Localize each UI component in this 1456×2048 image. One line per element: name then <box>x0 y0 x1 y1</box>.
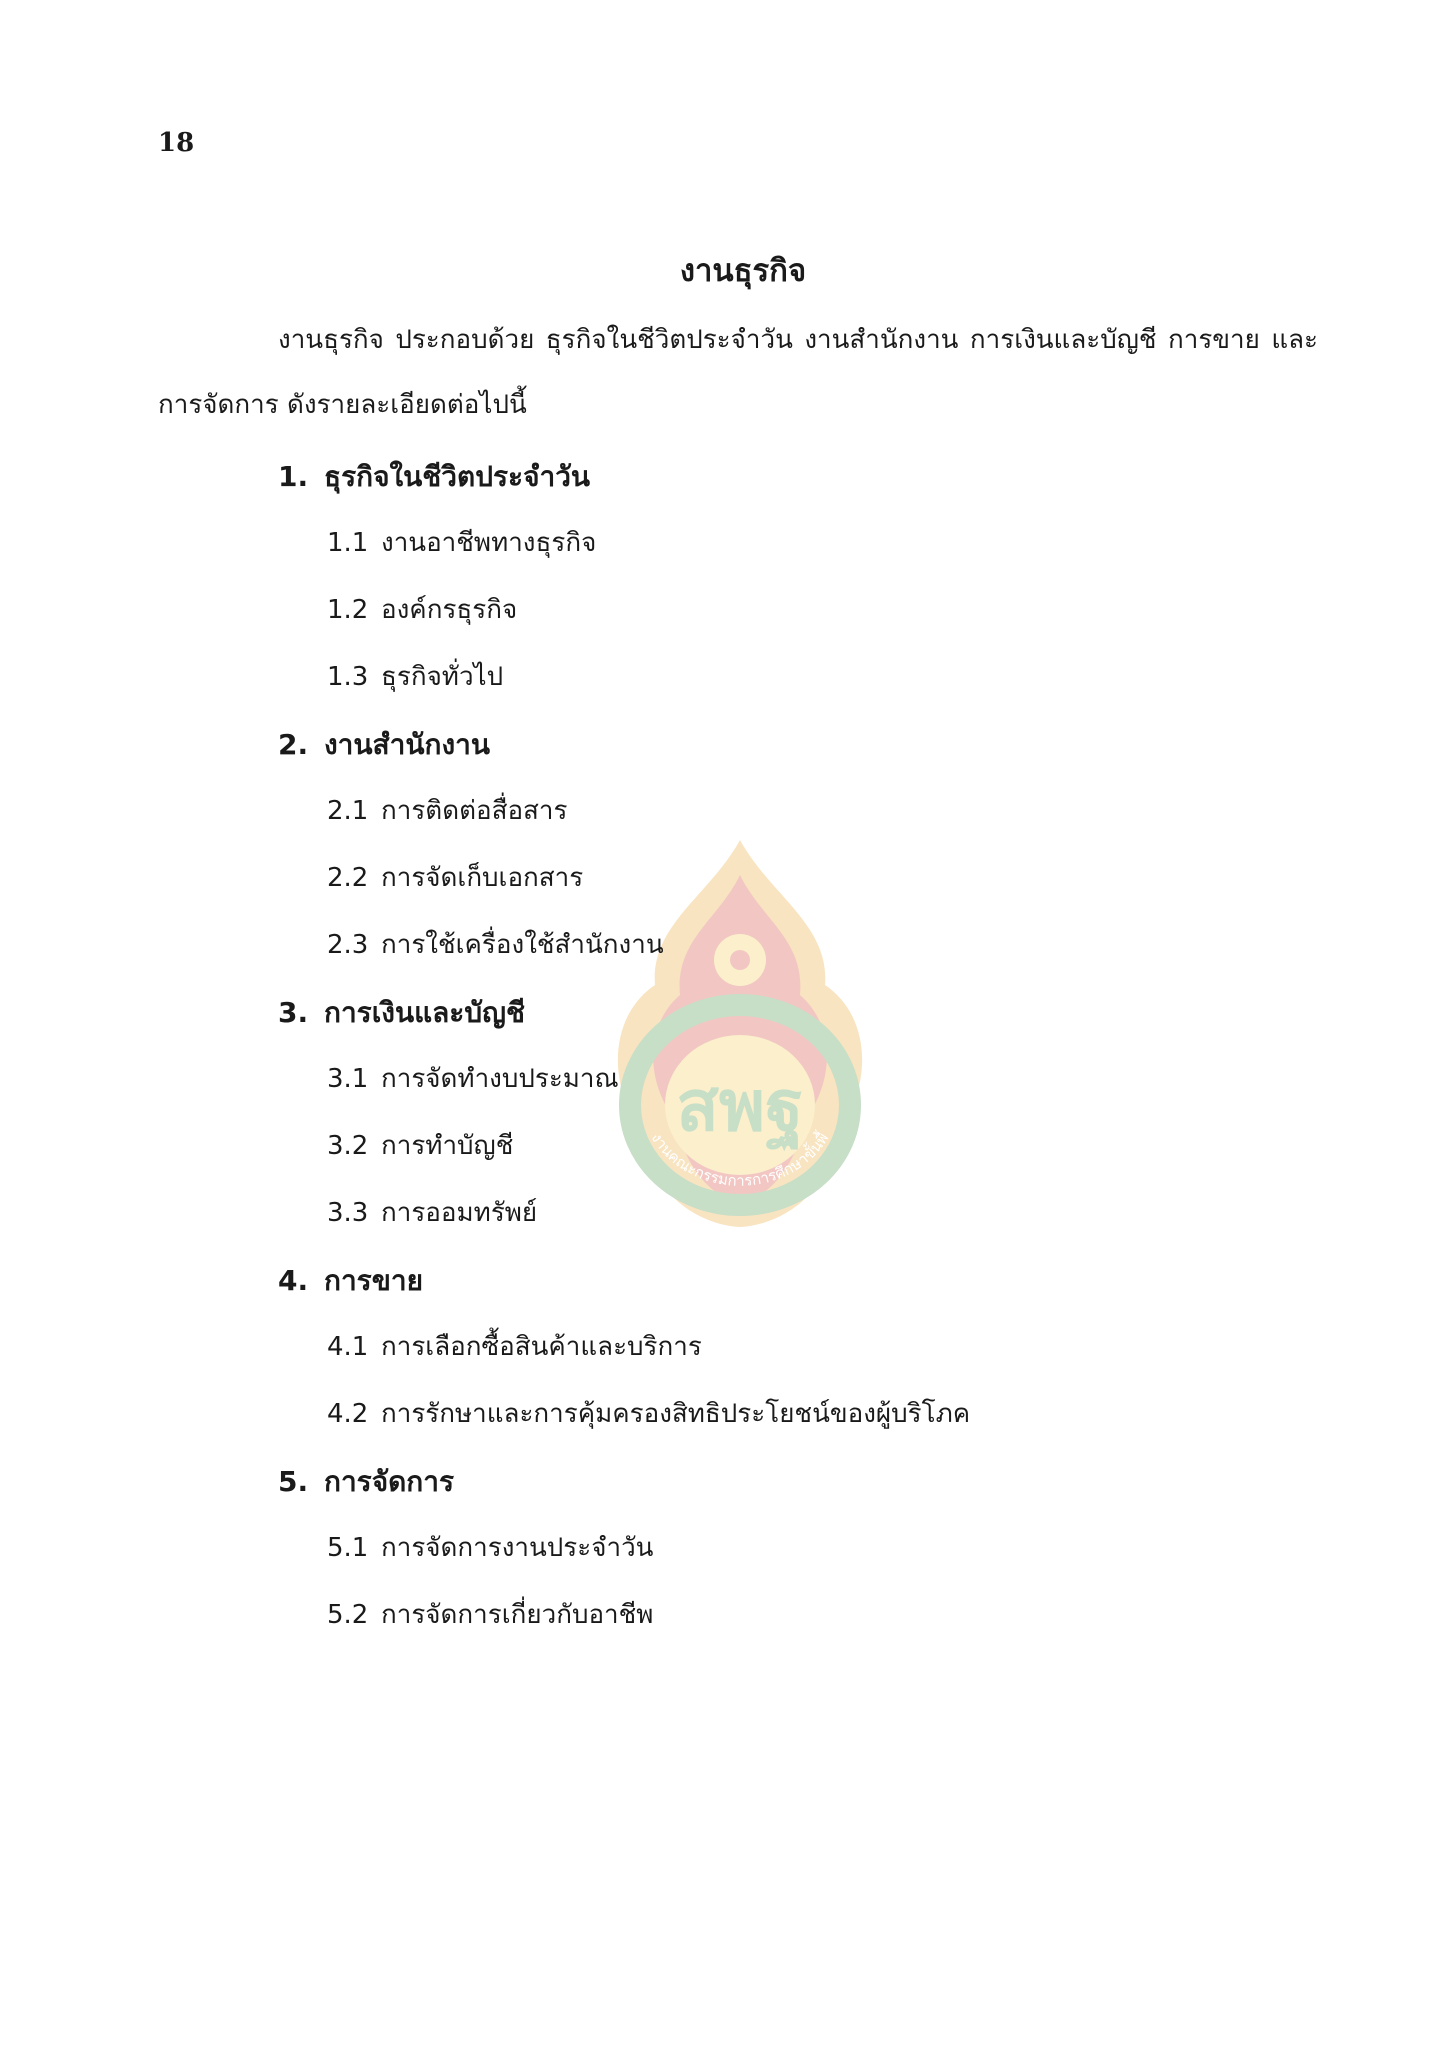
section-number: 3. <box>278 996 309 1029</box>
item-number: 1.1 <box>327 528 369 558</box>
list-item <box>327 924 664 965</box>
section-number: 1. <box>278 460 309 493</box>
list-item <box>327 1527 653 1568</box>
item-number: 3.2 <box>327 1131 369 1161</box>
item-number: 4.2 <box>327 1399 369 1429</box>
section-label: การจัดการ <box>324 1465 455 1498</box>
list-item <box>327 1393 970 1434</box>
item-number: 1.3 <box>327 662 369 692</box>
item-number: 2.2 <box>327 863 369 893</box>
section-heading <box>278 991 525 1035</box>
section-label: ธุรกิจในชีวิตประจำวัน <box>324 460 591 493</box>
list-item <box>327 1192 537 1233</box>
item-label: การออมทรัพย์ <box>381 1198 538 1228</box>
item-label: ธุรกิจทั่วไป <box>381 662 504 692</box>
item-label: การทำบัญชี <box>381 1131 514 1161</box>
list-item <box>327 1125 513 1166</box>
item-number: 3.1 <box>327 1064 369 1094</box>
list-item <box>327 1594 653 1635</box>
section-heading <box>278 1460 454 1504</box>
section-heading <box>278 1259 423 1303</box>
item-number: 5.2 <box>327 1600 369 1630</box>
section-number: 4. <box>278 1264 309 1297</box>
section-number: 5. <box>278 1465 309 1498</box>
item-number: 2.1 <box>327 796 369 826</box>
item-label: องค์กรธุรกิจ <box>381 595 518 625</box>
item-label: การใช้เครื่องใช้สำนักงาน <box>381 930 664 960</box>
section-label: การเงินและบัญชี <box>324 996 525 1029</box>
item-label: การจัดเก็บเอกสาร <box>381 863 584 893</box>
section-label: การขาย <box>324 1264 423 1297</box>
section-number: 2. <box>278 728 309 761</box>
item-number: 3.3 <box>327 1198 369 1228</box>
item-label: การจัดการเกี่ยวกับอาชีพ <box>381 1600 654 1630</box>
list-item <box>327 1058 619 1099</box>
watermark-text: งานคณะกรรมการการศึกษาขั้นพื้ <box>647 1129 833 1190</box>
item-label: การจัดทำงบประมาณ <box>381 1064 619 1094</box>
svg-text:สพฐ: สพฐ <box>676 1065 804 1147</box>
item-label: การเลือกซื้อสินค้าและบริการ <box>381 1332 702 1362</box>
list-item <box>327 656 503 697</box>
list-item <box>327 790 568 831</box>
section-label: งานสำนักงาน <box>324 728 490 761</box>
list-item <box>327 857 583 898</box>
page-number: 18 <box>158 128 195 158</box>
item-label: การรักษาและการคุ้มครองสิทธิประโยชน์ของผู้บริโภค <box>381 1399 971 1429</box>
item-number: 1.2 <box>327 595 369 625</box>
item-number: 5.1 <box>327 1533 369 1563</box>
item-label: การจัดการงานประจำวัน <box>381 1533 654 1563</box>
item-number: 4.1 <box>327 1332 369 1362</box>
item-label: งานอาชีพทางธุรกิจ <box>381 528 597 558</box>
list-item <box>327 1326 702 1367</box>
section-heading <box>278 723 490 767</box>
item-number: 2.3 <box>327 930 369 960</box>
page-title: งานธุรกิจ <box>679 253 807 289</box>
section-heading <box>278 455 590 499</box>
item-label: การติดต่อสื่อสาร <box>381 796 568 826</box>
list-item <box>327 522 596 563</box>
intro-paragraph: งานธุรกิจ ประกอบด้วย ธุรกิจในชีวิตประจำวัน งานสำนักงาน การเงินและบัญชี การขาย และการจัดการ ดังรายละเอียดต่อไปนี้ <box>158 325 1318 420</box>
list-item <box>327 589 517 630</box>
